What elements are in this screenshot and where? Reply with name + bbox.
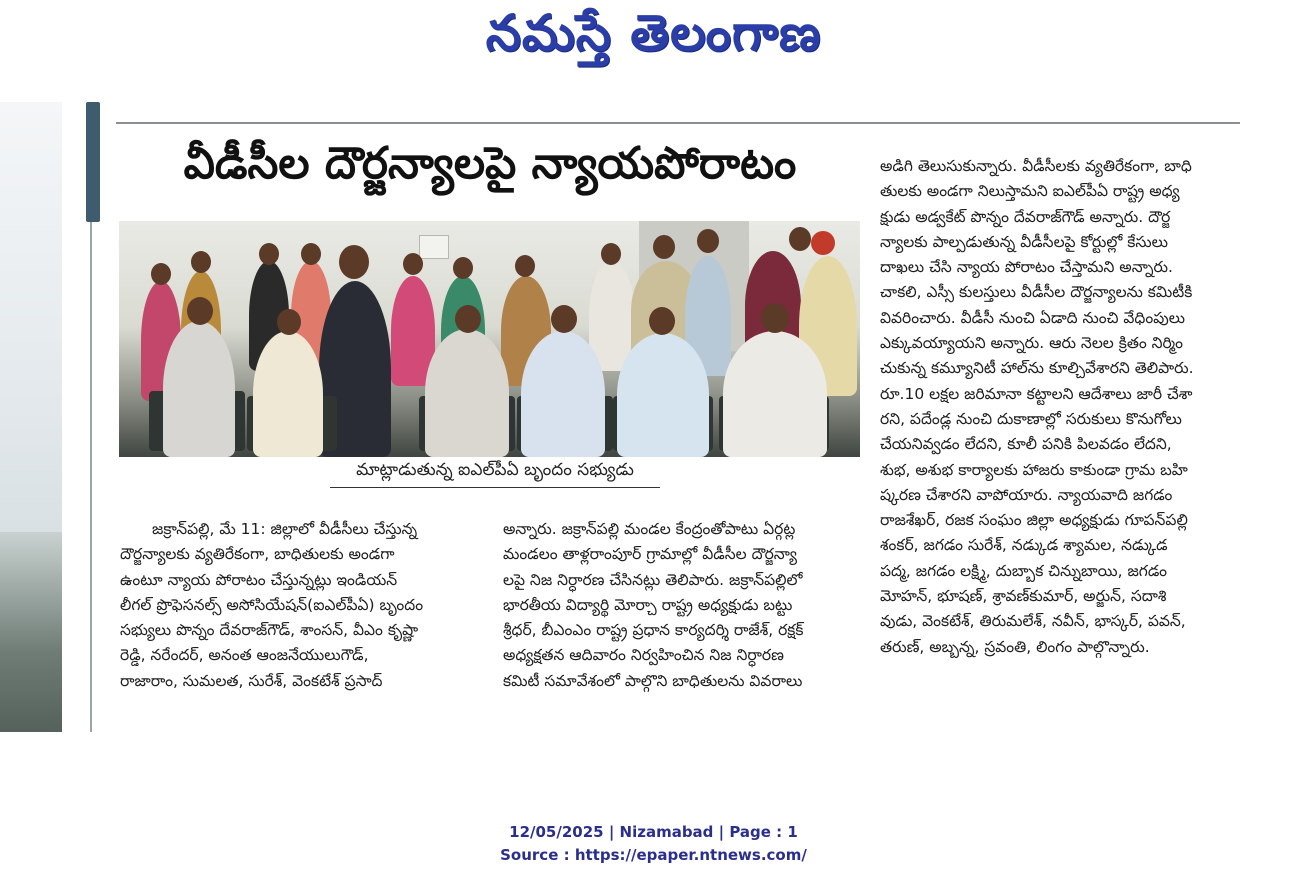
article-text-line: చేయనివ్వడం లేదని, కూలీ పనికి పిలవడం లేదని,: [880, 435, 1172, 454]
article-text-line: రూ.10 లక్షల జరిమానా కట్టాలని ఆదేశాలు జారీ చేశా: [880, 384, 1193, 403]
article-text-line: కమిటీ సమావేశంలో పాల్గొని బాధితులను వివరాలు: [503, 671, 803, 690]
article-text-line: శంకర్, జగడం సురేశ్, నడ్కుడ శ్యామల, నడ్కుడ: [880, 536, 1168, 555]
article-text-line: చుకున్న కమ్యూనిటీ హాల్‌ను కూల్చివేశారని తెలిపారు.: [880, 359, 1194, 378]
article-text-line: తులకు అండగా నిలుస్తామని ఐఎల్‌పీఏ రాష్ట్ర అధ్య: [880, 182, 1180, 201]
photo-person-head: [187, 297, 213, 325]
column-divider-left: [90, 222, 92, 732]
photo-person: [253, 331, 323, 457]
top-divider: [116, 122, 1240, 124]
left-margin-shade: [0, 532, 62, 732]
photo-person-head: [551, 305, 577, 333]
photo-person-head: [453, 257, 473, 279]
article-text-line: తరుణ్, అబ్బన్న, స్రవంతి, లింగం పాల్గొన్నారు.: [880, 637, 1150, 656]
photo-person-head: [601, 243, 621, 265]
article-text-line: పద్మ, జగడం లక్ష్మి, దుబ్బాక చిన్నుబాయి, జగడం: [880, 561, 1167, 580]
photo-person-head: [455, 305, 481, 333]
photo-person-head: [761, 303, 789, 333]
photo-person: [617, 333, 709, 457]
article-text-line: సభ్యులు పొన్నం దేవరాజ్‌గౌడ్, శాంసన్, వీఎం కృష్ణా: [120, 621, 419, 640]
article-text-line: రాజశేఖర్, రజక సంఘం జిల్లా అధ్యక్షుడు గూపన్‌పల్లి: [880, 511, 1188, 530]
photo-caption: మాట్లాడుతున్న ఐఎల్‌పీఏ బృందం సభ్యుడు: [330, 460, 660, 488]
article-text-line: భారతీయ విద్యార్థి మోర్చా రాష్ట్ర అధ్యక్షుడు బట్టు: [503, 595, 793, 614]
photo-person-head: [653, 235, 675, 259]
photo-person-head: [403, 253, 423, 275]
photo-speaker-head: [339, 245, 369, 279]
footer-source: Source : https://epaper.ntnews.com/: [500, 846, 807, 864]
section-marker-bar: [86, 102, 100, 222]
article-headline: వీడీసీల దౌర్జన్యాలపై న్యాయపోరాటం: [183, 138, 797, 189]
article-text-line: శ్రీధర్, బీఎంఎం రాష్ట్ర ప్రధాన కార్యదర్శి రాజేశ్, రక్షక్: [503, 621, 804, 640]
article-column-3: [880, 154, 1238, 660]
photo-person-head: [649, 307, 675, 335]
article-text-line: క్షుడు అడ్వకేట్ పొన్నం దేవరాజ్‌గౌడ్ అన్నారు. దౌర్జ: [880, 207, 1171, 226]
photo-person-head: [811, 231, 835, 255]
footer-date-edition: 12/05/2025 | Nizamabad | Page : 1: [509, 823, 798, 841]
article-text-line: జక్రాన్‌పల్లి, మే 11: జిల్లాలో వీడీసీలు చేస్తున్న: [152, 520, 418, 538]
article-text-line: రాజారాం, సుమలత, సురేశ్, వెంకటేశ్ ప్రసాద్: [120, 671, 383, 690]
photo-person: [521, 331, 605, 457]
article-text-line: వుడు, వెంకటేశ్, తిరుమలేశ్, నవీన్, భాస్కర్, పవన్,: [880, 612, 1186, 631]
article-text-line: లీగల్ ప్రొఫెసనల్స్ అసోసియేషన్(ఐఎల్‌పీఏ) బృందం: [120, 595, 424, 614]
photo-person: [425, 329, 509, 457]
article-text-line: చాకలి, ఎస్సీ కులస్తులు వీడీసీల దౌర్జన్యాలను కమిటీకి: [880, 283, 1193, 302]
article-text-line: న్యాలకు పాల్పడుతున్న వీడీసీలపై కోర్టుల్లో కేసులు: [880, 232, 1168, 251]
photo-person-head: [259, 243, 279, 265]
photo-person-head: [191, 251, 211, 273]
photo-person: [723, 331, 827, 457]
left-margin-image: [0, 102, 62, 732]
photo-person-head: [277, 309, 301, 335]
photo-person-head: [515, 255, 535, 277]
article-text-line: రెడ్డి, నరేందర్, అనంత ఆంజనేయులుగౌడ్,: [120, 646, 369, 665]
article-column-1: [120, 517, 478, 694]
article-text-line: మండలం తాళ్లరాంపూర్ గ్రామాల్లో వీడీసీల దౌర్జన్యా: [503, 545, 797, 564]
article-text-line: వివరించారు. వీడీసీ నుంచి ఏడాది నుంచి వేధింపులు: [880, 308, 1186, 327]
article-column-2: [503, 517, 860, 694]
photo-person-head: [697, 229, 719, 253]
article-text-line: దాఖలు చేసి న్యాయ పోరాటం చేస్తామని అన్నారు.: [880, 258, 1173, 277]
article-text-line: శుభ, అశుభ కార్యాలకు హాజరు కాకుండా గ్రామ బహి: [880, 460, 1188, 479]
article-text-line: అధ్యక్షతన ఆదివారం నిర్వహించిన నిజ నిర్ధారణ: [503, 646, 784, 665]
article-text-line: అన్నారు. జక్రాన్‌పల్లి మండల కేంద్రంతోపాటు ఏర్గట్ల: [503, 520, 796, 538]
article-photo: [119, 221, 860, 457]
article-text-line: ఉంటూ న్యాయ పోరాటం చేస్తున్నట్లు ఇండియన్: [120, 570, 398, 589]
photo-person-head: [789, 227, 811, 251]
photo-person-head: [301, 243, 321, 265]
article-text-line: ఎక్కువయ్యాయని అన్నారు. ఆరు నెలల క్రితం నిర్మిం: [880, 334, 1184, 353]
photo-switchboard: [419, 235, 449, 259]
article-text-line: మోహన్, భూషణ్, శ్రావణ్‌కుమార్, అర్జున్, సదాశి: [880, 587, 1167, 606]
masthead-logo: నమస్తే తెలంగాణ: [485, 4, 822, 62]
article-text-line: ష్కరణ చేశారని వాపోయారు. న్యాయవాది జగడం: [880, 485, 1173, 504]
article-text-line: దౌర్జన్యాలకు వ్యతిరేకంగా, బాధితులకు అండగా: [120, 545, 395, 564]
article-text-line: అడిగి తెలుసుకున్నారు. వీడీసీలకు వ్యతిరేకంగా, బాధి: [880, 157, 1192, 175]
photo-person-head: [151, 263, 171, 285]
article-text-line: లపై నిజ నిర్ధారణ చేసినట్లు తెలిపారు. జక్రాన్‌పల్లిలో: [503, 570, 803, 589]
photo-person: [163, 321, 235, 457]
article-text-line: రని, పదేండ్ల నుంచి దుకాణాల్లో సరుకులు కొనుగోలు: [880, 409, 1182, 428]
